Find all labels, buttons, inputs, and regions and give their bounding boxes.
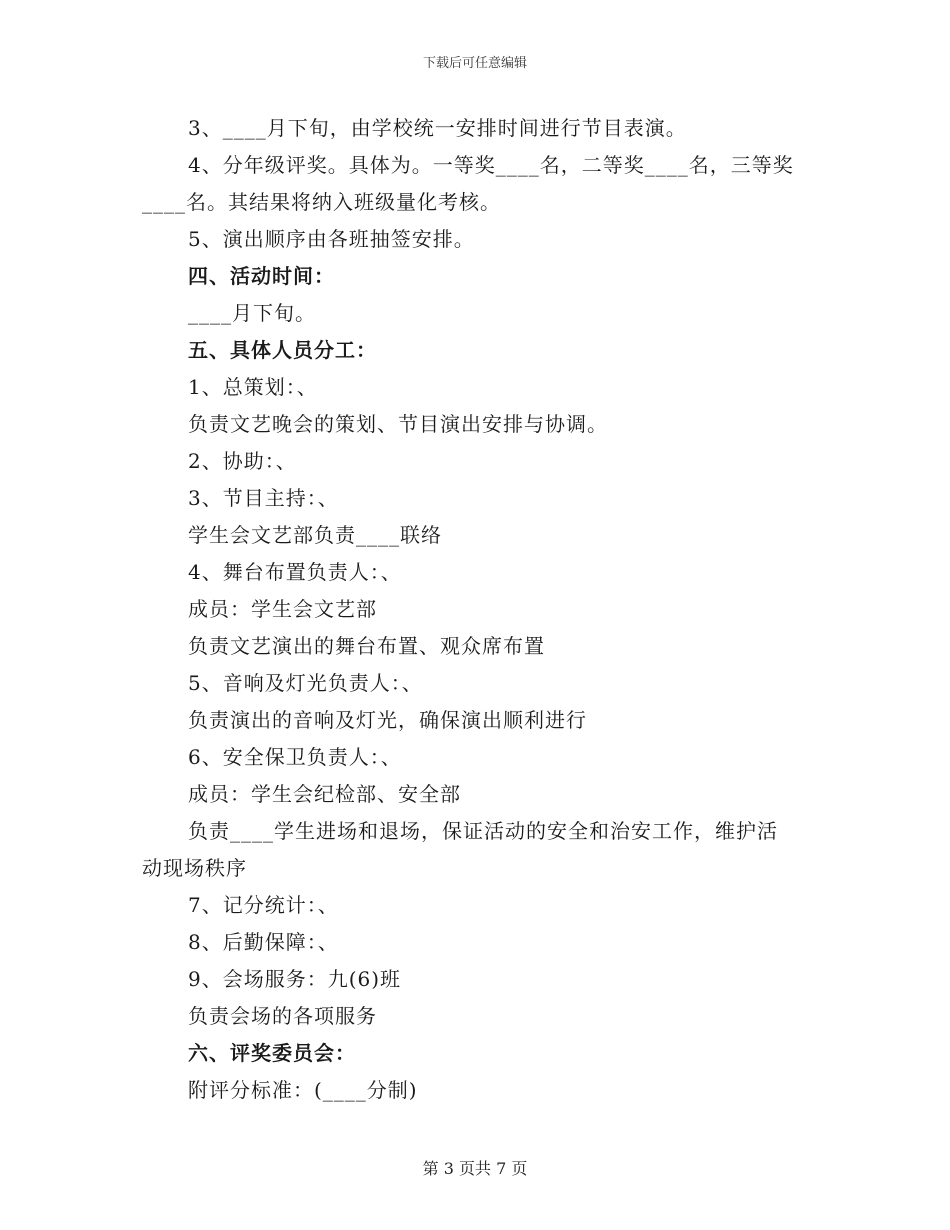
paragraph-line: 3、节目主持：、 <box>188 486 339 510</box>
page-footer: 第 3 页共 7 页 <box>422 1159 528 1178</box>
document-body <box>142 110 812 1109</box>
paragraph-line: 8、后勤保障：、 <box>188 930 339 954</box>
paragraph-line: 负责文艺晚会的策划、节目演出安排与协调。 <box>188 412 608 436</box>
paragraph-line: 4、舞台布置负责人：、 <box>188 560 402 584</box>
paragraph-line: 5、音响及灯光负责人：、 <box>188 671 423 695</box>
paragraph-line: ____名。其结果将纳入班级量化考核。 <box>142 190 501 214</box>
paragraph-line: 负责文艺演出的舞台布置、观众席布置 <box>188 634 545 658</box>
paragraph-line: 附评分标准：(____分制) <box>188 1078 418 1102</box>
paragraph-line: 7、记分统计：、 <box>188 893 339 917</box>
paragraph-line: 5、演出顺序由各班抽签安排。 <box>188 227 475 251</box>
paragraph-line: 动现场秩序 <box>142 856 247 880</box>
paragraph-line: 2、协助：、 <box>188 449 297 473</box>
page-header: 下载后可任意编辑 <box>422 56 527 71</box>
section-heading: 四、活动时间： <box>188 264 335 288</box>
paragraph-line: 负责会场的各项服务 <box>188 1004 377 1028</box>
paragraph-line: 6、安全保卫负责人：、 <box>188 745 402 769</box>
paragraph-line: 负责____学生进场和退场，保证活动的安全和治安工作，维护活 <box>188 819 778 843</box>
paragraph-line: 1、总策划：、 <box>188 375 318 399</box>
paragraph-line: ____月下旬。 <box>188 301 316 325</box>
paragraph-line: 学生会文艺部负责____联络 <box>188 523 442 547</box>
paragraph-line: 4、分年级评奖。具体为。一等奖____名，二等奖____名，三等奖 <box>188 153 794 177</box>
paragraph-line: 成员：学生会纪检部、安全部 <box>188 782 461 806</box>
paragraph-line: 9、会场服务：九(6)班 <box>188 967 402 991</box>
paragraph-line: 负责演出的音响及灯光，确保演出顺利进行 <box>188 708 587 732</box>
section-heading: 六、评奖委员会： <box>188 1041 356 1065</box>
paragraph-line: 成员：学生会文艺部 <box>188 597 377 621</box>
paragraph-line: 3、____月下旬，由学校统一安排时间进行节目表演。 <box>188 116 687 140</box>
section-heading: 五、具体人员分工： <box>188 338 377 362</box>
